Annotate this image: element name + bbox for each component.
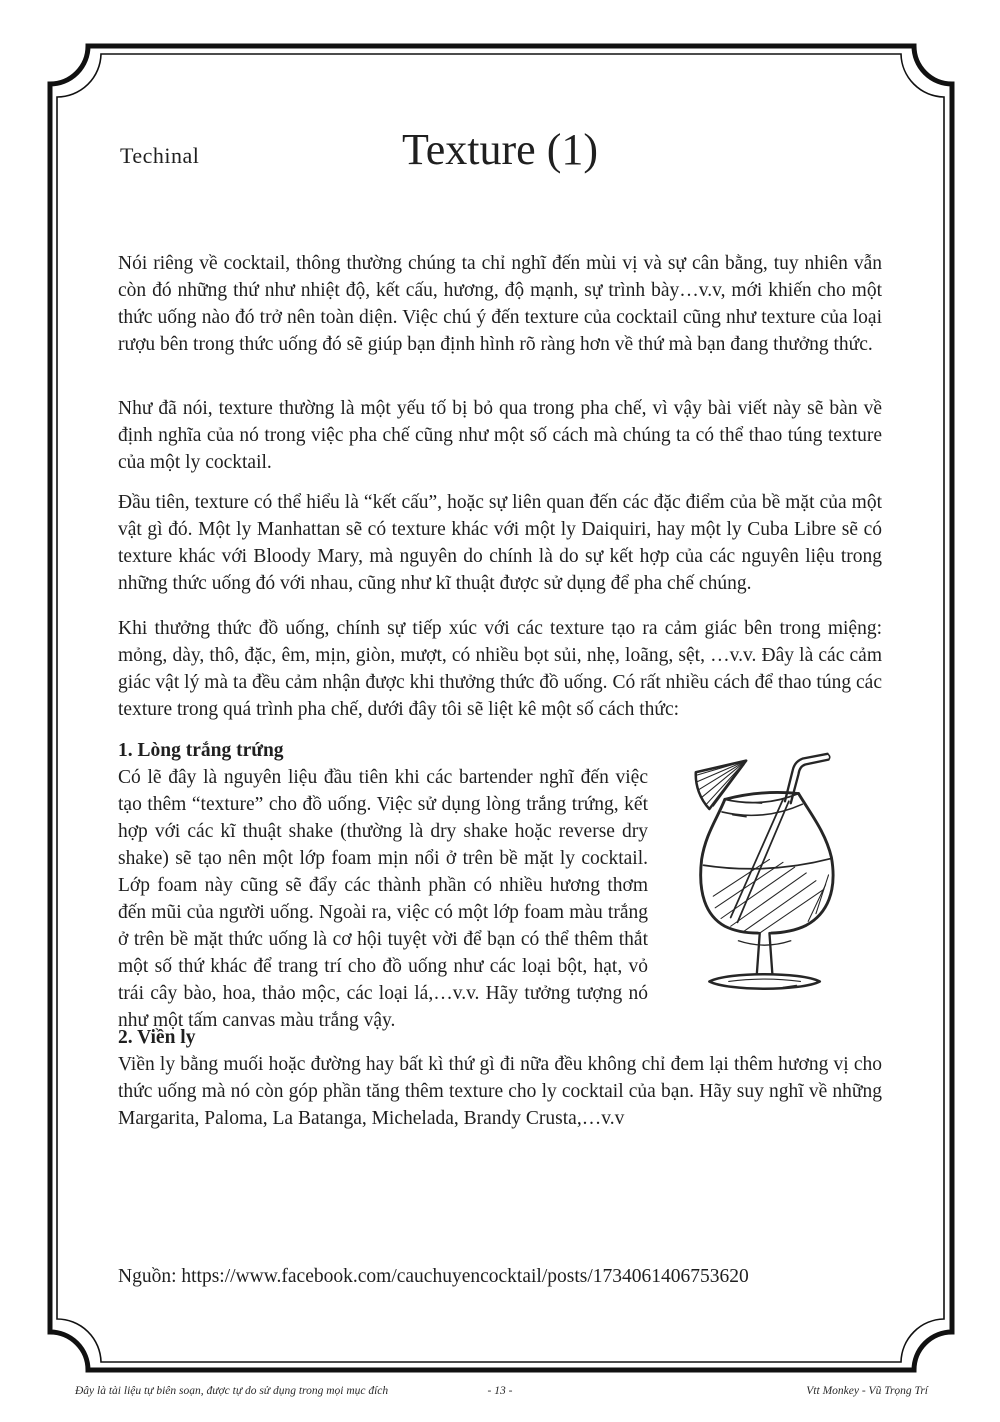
source-url: https://www.facebook.com/cauchuyencocktail/posts/1734061406753620 <box>181 1266 749 1287</box>
page-kicker: Techinal <box>120 143 200 168</box>
page-title: Texture (1) <box>401 125 599 174</box>
section-egg-white-text <box>118 737 648 1034</box>
section-rim <box>118 1024 882 1132</box>
footer-note: Đây là tài liệu tự biên soạn, được tự do sử dụng trong mọi mục đích <box>75 1385 389 1397</box>
source-label: Nguồn: <box>118 1266 182 1287</box>
paragraph-intro-4: Khi thưởng thức đồ uống, chính sự tiếp xúc với các texture tạo ra cảm giác bên trong miệng: mỏng, dày, thô, đặc, êm, mịn, giòn, mượt, có nhiều bọt sủi, nhẹ, loãng, sệt, …v.v. Đây là các cảm giác vật lý mà ta đều cảm nhận được khi thưởng thức đồ uống. Có rất nhiều cách để thao túng các texture trong quá trình pha chế, dưới đây tôi sẽ liệt kê một số cách thức: <box>118 618 882 720</box>
glass-rim <box>722 792 802 816</box>
glass-foot <box>709 933 819 989</box>
paragraph-intro-1: Nói riêng về cocktail, thông thường chúng ta chỉ nghĩ đến mùi vị và sự cân bằng, tuy nhiên vẫn còn đó những thứ như nhiệt độ, kết cấu, hương, độ mạnh, sự trình bày…v.v, mới khiến cho một thức uống nào đó trở nên toàn diện. Việc chú ý đến texture của cocktail cũng như texture của loại rượu bên trong thức uống đó sẽ giúp bạn định hình rõ ràng hơn về thứ mà bạn đang thưởng thức. <box>118 253 882 355</box>
paragraph-intro-3: Đầu tiên, texture có thể hiểu là “kết cấu”, hoặc sự liên quan đến các đặc điểm của bề mặt của một vật gì đó. Một ly Manhattan sẽ có texture khác với một ly Daiquiri, hay một ly Cuba Libre sẽ có texture khác với Bloody Mary, mà nguyên do chính là do sự kết hợp của các nguyên liệu trong những thức uống đó với nhau, cũng như kĩ thuật được sử dụng để pha chế chúng. <box>118 492 882 594</box>
section-egg-white-body: Có lẽ đây là nguyên liệu đầu tiên khi các bartender nghĩ đến việc tạo thêm “texture” cho đồ uống. Việc sử dụng lòng trắng trứng, kết hợp với các kĩ thuật shake (thường là dry shake hoặc reverse dry shake) sẽ tạo nên một lớp foam mịn nổi ở trên bề mặt ly cocktail. Lớp foam này cũng sẽ đẩy các thành phần có nhiều hương thơm đến mũi của người uống. Ngoài ra, việc có một lớp foam màu trắng ở trên bề mặt thức uống là cơ hội tuyệt vời để bạn có thể thêm thắt một số thứ khác để trang trí cho đồ uống như các loại bột, hạt, vỏ trái cây bào, hoa, thảo mộc, các loại lá,…v.v. Hãy tưởng tượng nó như một tấm canvas màu trắng vậy. <box>118 767 648 1031</box>
straw-icon <box>731 754 830 923</box>
paragraph-intro-2: Như đã nói, texture thường là một yếu tố bị bỏ qua trong pha chế, vì vậy bài viết này sẽ bàn về định nghĩa của nó trong việc pha chế cũng như một số cách mà chúng ta có thể thao túng texture của một ly cocktail. <box>118 398 882 473</box>
glass-body <box>701 794 833 946</box>
section-rim-heading: 2. Viền ly <box>118 1027 196 1048</box>
section-egg-white-heading: 1. Lòng trắng trứng <box>118 740 284 761</box>
source-line <box>118 1263 882 1290</box>
cocktail-glass-illustration <box>690 747 845 997</box>
footer-author: Vtt Monkey - Vũ Trọng Trí <box>806 1385 928 1397</box>
footer-page-number: - 13 - <box>487 1385 513 1397</box>
section-egg-white <box>118 737 882 1034</box>
section-rim-body: Viền ly bằng muối hoặc đường hay bất kì thứ gì đi nữa đều không chỉ đem lại thêm hương vị cho thức uống mà nó còn góp phần tăng thêm texture cho ly cocktail của bạn. Hãy suy nghĩ về những Margarita, Paloma, La Batanga, Michelada, Brandy Crusta,…v.v <box>118 1054 882 1129</box>
